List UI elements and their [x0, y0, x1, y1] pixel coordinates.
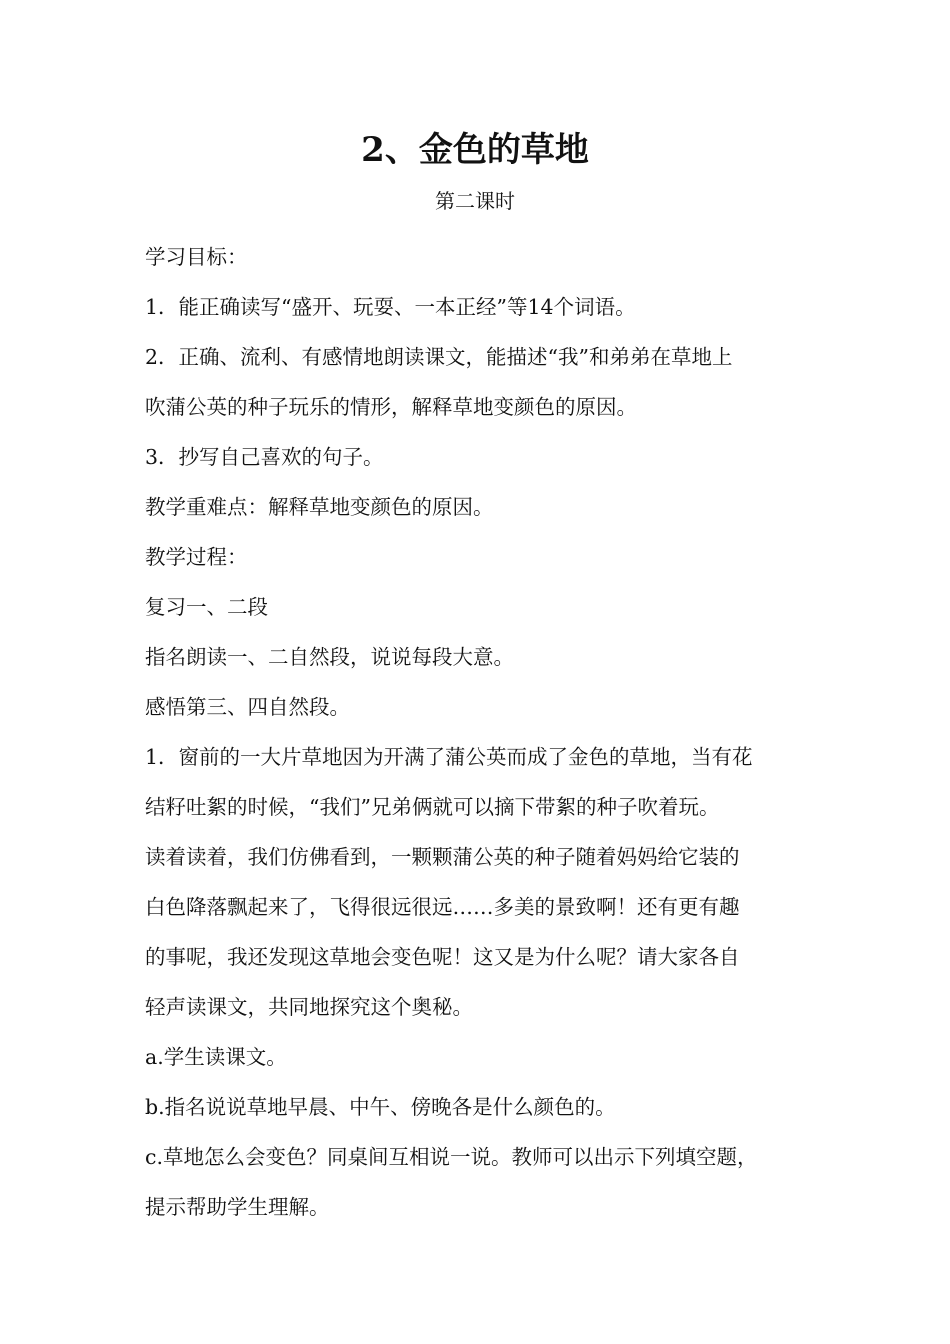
paragraph-line-5: 的事呢，我还发现这草地会变色呢！这又是为什么呢？请大家各自 — [145, 945, 740, 969]
goal-item-3: 3．抄写自己喜欢的句子。 — [145, 445, 384, 469]
paragraph-line-1: 1．窗前的一大片草地因为开满了蒲公英而成了金色的草地，当有花 — [145, 745, 753, 769]
goal-item-2-line-2: 吹蒲公英的种子玩乐的情形，解释草地变颜色的原因。 — [145, 395, 637, 419]
paragraph-line-6: 轻声读课文，共同地探究这个奥秘。 — [145, 995, 473, 1019]
review-section: 复习一、二段 — [145, 595, 268, 619]
comprehension-section: 感悟第三、四自然段。 — [145, 695, 350, 719]
goal-item-2-line-1: 2．正确、流利、有感情地朗读课文，能描述“我”和弟弟在草地上 — [145, 345, 733, 369]
paragraph-line-3: 读着读着，我们仿佛看到，一颗颗蒲公英的种子随着妈妈给它装的 — [145, 845, 740, 869]
step-c-line-1: c.草地怎么会变色？同桌间互相说一说。教师可以出示下列填空题， — [145, 1145, 758, 1169]
document-subtitle: 第二课时 — [435, 189, 515, 213]
document-body — [145, 232, 835, 1232]
document-title: 2、金色的草地 — [361, 130, 589, 170]
goal-item-1: 1．能正确读写“盛开、玩耍、一本正经”等14个词语。 — [145, 295, 636, 319]
step-c-line-2: 提示帮助学生理解。 — [145, 1195, 330, 1219]
heading-learning-goals: 学习目标： — [145, 245, 248, 269]
heading-teaching-process: 教学过程： — [145, 545, 248, 569]
step-a: a.学生读课文。 — [145, 1045, 287, 1069]
paragraph-line-4: 白色降落飘起来了，飞得很远很远……多美的景致啊！还有更有趣 — [145, 895, 740, 919]
review-instruction: 指名朗读一、二自然段，说说每段大意。 — [145, 645, 514, 669]
teaching-key-points: 教学重难点：解释草地变颜色的原因。 — [145, 495, 494, 519]
step-b: b.指名说说草地早晨、中午、傍晚各是什么颜色的。 — [145, 1095, 616, 1119]
paragraph-line-2: 结籽吐絮的时候，“我们”兄弟俩就可以摘下带絮的种子吹着玩。 — [145, 795, 720, 819]
